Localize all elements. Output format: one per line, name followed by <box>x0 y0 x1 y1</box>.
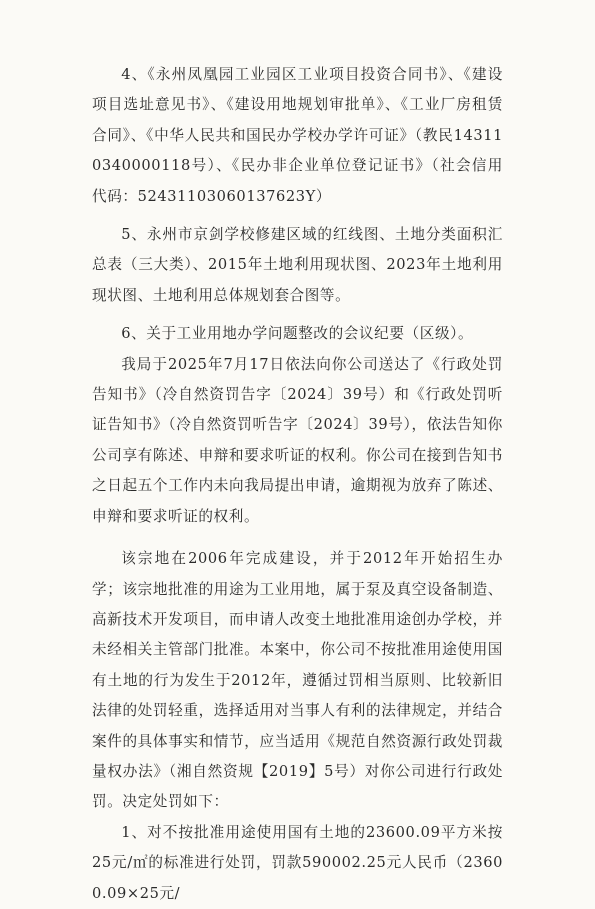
paragraph-penalty-1: 1、对不按批准用途使用国有土地的23600.09平方米按25元/㎡的标准进行处罚，罚款590002.25元人民币（23600.09×25元/ <box>92 823 503 902</box>
paragraph-case-facts: 该宗地在2006年完成建设，并于2012年开始招生办学；该宗地批准的用途为工业用地，属于泵及真空设备制造、高新技术开发项目，而申请人改变土地批准用途创办学校，并未经相关主管部门批准。本案中，你公司不按批准用途使用国有土地的行为发生于2012年，遵循过罚相当原则、比较新旧法律的处罚轻重，选择适用对当事人有利的法律规定，并结合案件的具体事实和情节，应当适用《规范自然资源行政处罚裁量权办法》（湘自然资规【2019】5号）对你公司进行行政处罚。决定处罚如下： <box>92 550 503 811</box>
paragraph-evidence-5: 5、永州市京剑学校修建区域的红线图、土地分类面积汇总表（三大类）、2015年土地利用现状图、2023年土地利用现状图、土地利用总体规划套合图等。 <box>92 226 503 304</box>
paragraph-evidence-6: 6、关于工业用地办学问题整改的会议纪要（区级）。 <box>121 325 474 343</box>
paragraph-notice-delivery: 我局于2025年7月17日依法向你公司送达了《行政处罚告知书》（冷自然资罚告字〔2024〕39号）和《行政处罚听证告知书》（冷自然资罚听告字〔2024〕39号），依法告知你公司享有陈述、申辩和要求听证的权利。你公司在接到告知书之日起五个工作内未向我局提出申请，逾期视为放弃了陈述、申辩和要求听证的权利。 <box>92 355 503 525</box>
paragraph-evidence-4: 4、《永州凤凰园工业园区工业项目投资合同书》、《建设项目选址意见书》、《建设用地规划审批单》、《工业厂房租赁合同》、《中华人民共和国民办学校办学许可证》（教民143110340000118号）、《民办非企业单位登记证书》（社会信用代码：52431103060137623Y） <box>92 66 503 205</box>
